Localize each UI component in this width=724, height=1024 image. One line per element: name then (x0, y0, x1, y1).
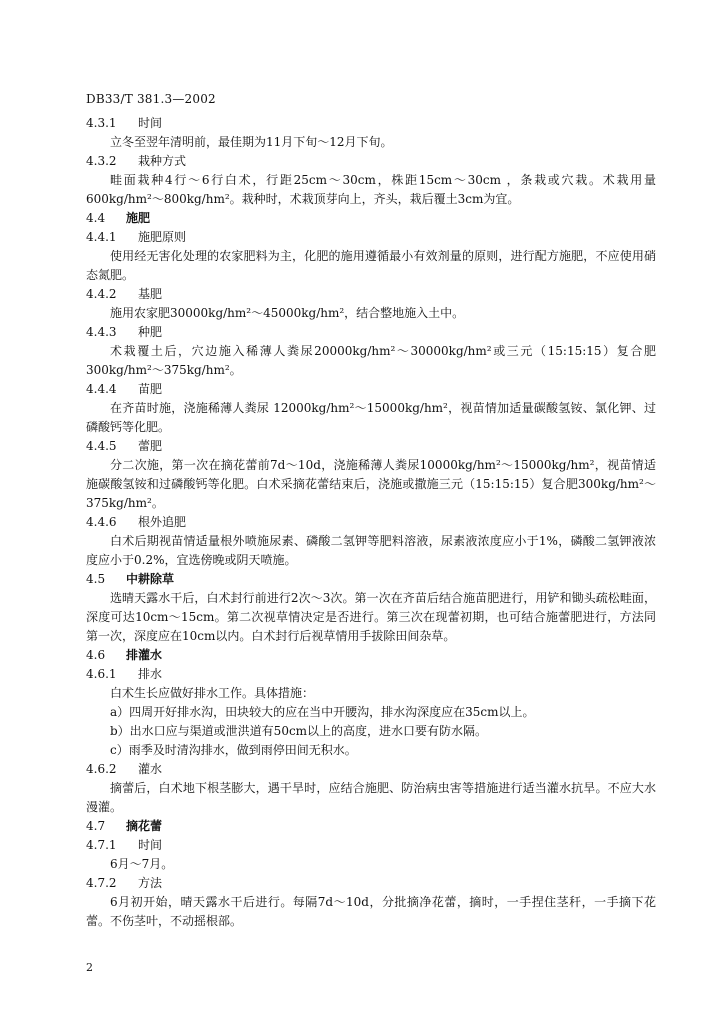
section-title: 蕾肥 (138, 439, 163, 453)
section-title: 栽种方式 (138, 154, 187, 168)
section-heading (86, 285, 656, 304)
section-number: 4.4.6 (86, 515, 117, 529)
section-paragraph: 使用经无害化处理的农家肥料为主，化肥的施用遵循最小有效剂量的原则，进行配方施肥，不应使用硝态氮肥。 (86, 249, 656, 282)
section-number: 4.4.1 (86, 230, 117, 244)
section-title: 摘花蕾 (126, 819, 163, 833)
page-number: 2 (86, 961, 93, 974)
section-number: 4.3.2 (86, 154, 117, 168)
section-heading (86, 570, 656, 589)
section-paragraph: 分二次施，第一次在摘花蕾前7d～10d，浇施稀薄人粪尿10000kg/hm²～15000kg/hm²，视苗情适施碳酸氢铵和过磷酸钙等化肥。白术采摘花蕾结束后，浇施或撒施三元（15:15:15）复合肥300kg/hm²～375kg/hm²。 (86, 458, 656, 510)
section-4-6 (86, 646, 656, 665)
section-title: 中耕除草 (126, 572, 175, 586)
section-number: 4.6.2 (86, 762, 117, 776)
section-number: 4.7.1 (86, 838, 117, 852)
section-title: 苗肥 (138, 382, 163, 396)
section-heading (86, 874, 656, 893)
section-heading (86, 152, 656, 171)
section-4-4-6 (86, 513, 656, 570)
section-number: 4.6 (86, 648, 106, 662)
section-paragraph: 在齐苗时施，浇施稀薄人粪尿 12000kg/hm²～15000kg/hm²，视苗情加适量碳酸氢铵、氯化钾、过磷酸钙等化肥。 (86, 401, 656, 434)
document-body (86, 114, 656, 931)
section-number: 4.5 (86, 572, 106, 586)
section-number: 4.7 (86, 819, 106, 833)
section-heading (86, 323, 656, 342)
section-4-4-1 (86, 228, 656, 285)
section-title: 施肥 (126, 211, 151, 225)
section-paragraph: 选晴天露水干后，白术封行前进行2次～3次。第一次在齐苗后结合施苗肥进行，用铲和锄头疏松畦面，深度可达10cm～15cm。第二次视草情决定是否进行。第三次在现蕾初期，也可结合施蕾肥进行，方法同第一次，深度应在10cm以内。白术封行后视草情用手拔除田间杂草。 (86, 591, 656, 643)
section-title: 种肥 (138, 325, 163, 339)
section-number: 4.4.3 (86, 325, 117, 339)
section-number: 4.3.1 (86, 116, 117, 130)
section-4-3-1 (86, 114, 656, 152)
section-number: 4.4 (86, 211, 106, 225)
section-paragraph: c）雨季及时清沟排水，做到雨停田间无积水。 (110, 743, 357, 757)
section-paragraph: 白术后期视苗情适量根外喷施尿素、磷酸二氢钾等肥料溶液，尿素液浓度应小于1%，磷酸二氢钾液浓度应小于0.2%，宜选傍晚或阴天喷施。 (86, 534, 656, 567)
section-paragraph: 6月初开始，晴天露水干后进行。每隔7d～10d，分批摘净花蕾，摘时，一手捏住茎秆，一手摘下花蕾。不伤茎叶，不动摇根部。 (86, 895, 656, 928)
section-title: 时间 (138, 838, 163, 852)
section-paragraph: 术栽覆土后，穴边施入稀薄人粪尿20000kg/hm²～30000kg/hm²或三元（15:15:15）复合肥300kg/hm²～375kg/hm²。 (86, 344, 656, 377)
section-title: 时间 (138, 116, 163, 130)
section-paragraph: a）四周开好排水沟，田块较大的应在当中开腰沟，排水沟深度应在35cm以上。 (110, 705, 535, 719)
section-4-6-1 (86, 665, 656, 760)
section-heading (86, 437, 656, 456)
section-title: 排灌水 (126, 648, 163, 662)
section-heading (86, 209, 656, 228)
section-heading (86, 513, 656, 532)
section-paragraph: 立冬至翌年清明前，最佳期为11月下旬～12月下旬。 (110, 135, 393, 149)
section-title: 施肥原则 (138, 230, 187, 244)
section-title: 方法 (138, 876, 163, 890)
section-paragraph: 6月～7月。 (110, 857, 174, 871)
section-paragraph: 施用农家肥30000kg/hm²～45000kg/hm²，结合整地施入土中。 (110, 306, 465, 320)
section-heading (86, 646, 656, 665)
section-4-7-1 (86, 836, 656, 874)
section-4-4 (86, 209, 656, 228)
document-code: DB33/T 381.3—2002 (86, 92, 216, 106)
section-paragraph: 摘蕾后，白术地下根茎膨大，遇干旱时，应结合施肥、防治病虫害等措施进行适当灌水抗旱。不应大水漫灌。 (86, 781, 656, 814)
section-4-7 (86, 817, 656, 836)
section-title: 基肥 (138, 287, 163, 301)
section-number: 4.4.5 (86, 439, 117, 453)
section-heading (86, 380, 656, 399)
section-title: 排水 (138, 667, 163, 681)
section-number: 4.4.4 (86, 382, 117, 396)
section-4-4-4 (86, 380, 656, 437)
section-heading (86, 817, 656, 836)
section-title: 灌水 (138, 762, 163, 776)
section-number: 4.7.2 (86, 876, 117, 890)
section-heading (86, 836, 656, 855)
section-heading (86, 228, 656, 247)
section-4-5 (86, 570, 656, 646)
section-4-7-2 (86, 874, 656, 931)
section-number: 4.6.1 (86, 667, 117, 681)
section-heading (86, 114, 656, 133)
section-paragraph: 白术生长应做好排水工作。具体措施： (110, 686, 315, 700)
section-title: 根外追肥 (138, 515, 187, 529)
section-heading (86, 665, 656, 684)
section-paragraph: 畦面栽种4行～6行白术，行距25cm～30cm，株距15cm～30cm ，条栽或穴栽。术栽用量600kg/hm²～800kg/hm²。栽种时，术栽顶芽向上，齐头，栽后覆土3cm为宜。 (86, 173, 656, 206)
section-4-4-3 (86, 323, 656, 380)
section-paragraph: b）出水口应与渠道或泄洪道有50cm以上的高度，进水口要有防水隔。 (110, 724, 488, 738)
section-4-6-2 (86, 760, 656, 817)
section-4-4-5 (86, 437, 656, 513)
section-4-4-2 (86, 285, 656, 323)
section-number: 4.4.2 (86, 287, 117, 301)
section-4-3-2 (86, 152, 656, 209)
section-heading (86, 760, 656, 779)
